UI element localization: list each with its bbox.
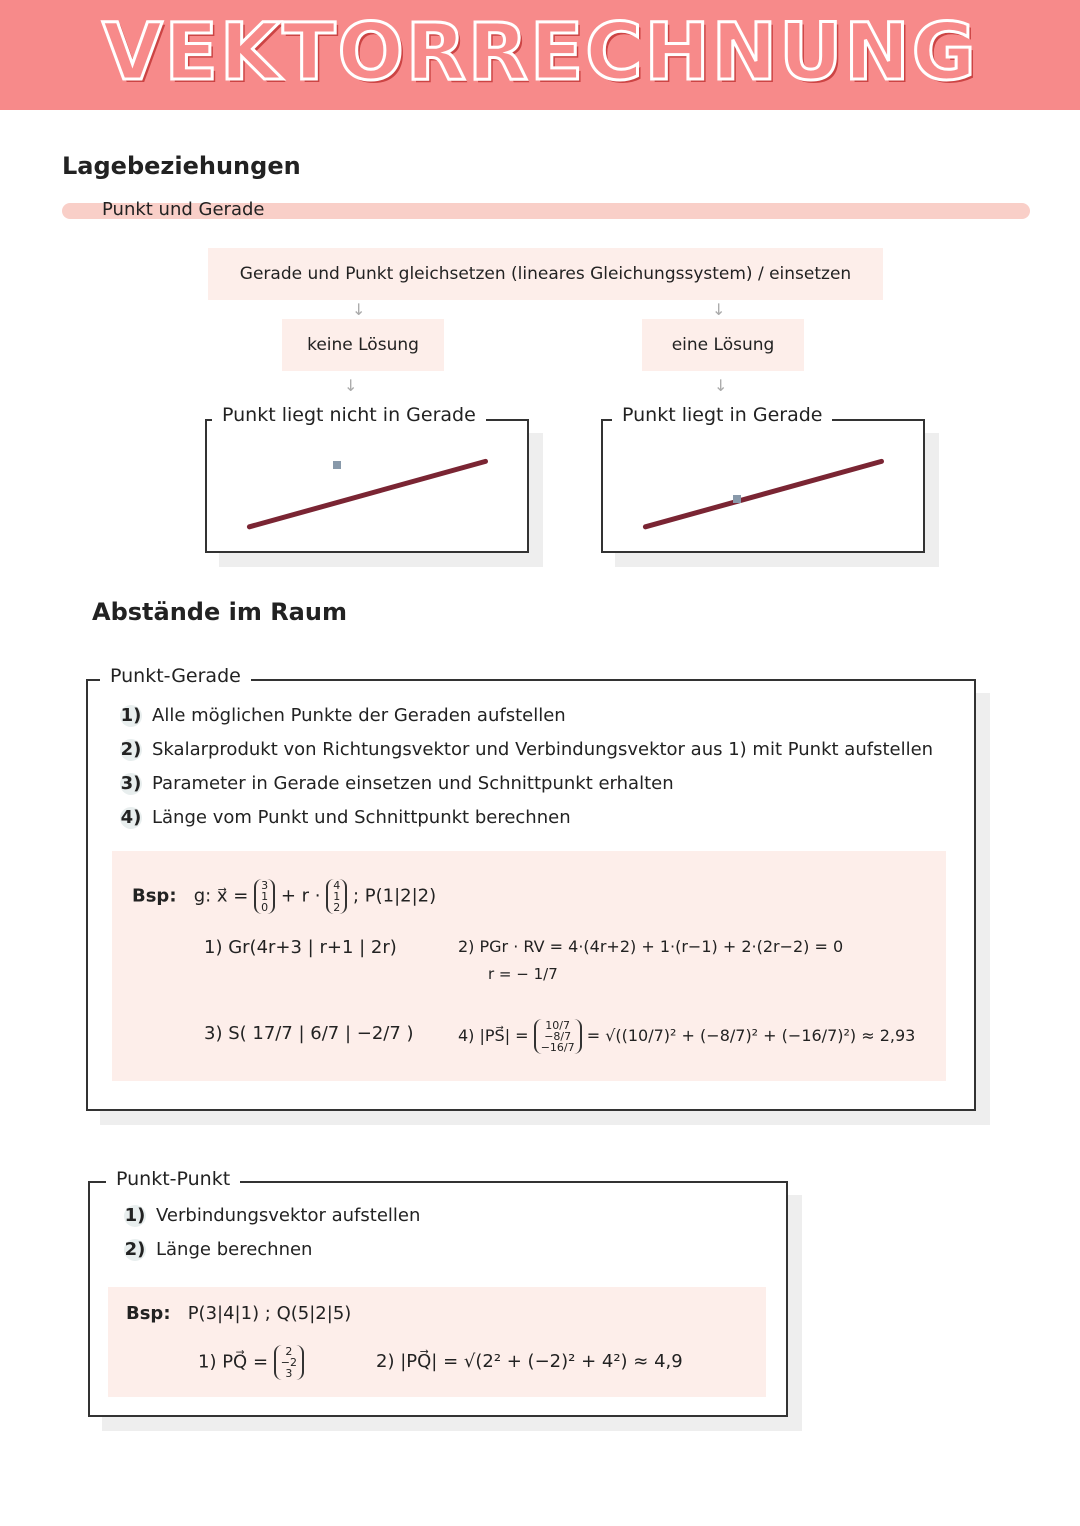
- example-step-3: 3) S( 17/7 | 6/7 | −2/7 ): [204, 1023, 414, 1044]
- result-one: eine Lösung: [642, 319, 804, 371]
- method-box: Gerade und Punkt gleichsetzen (lineares Gleichungssystem) / einsetzen: [208, 248, 883, 300]
- step: Alle möglichen Punkte der Geraden aufstellen: [152, 705, 566, 726]
- line-shape: [642, 458, 884, 530]
- example-step-1: 1) Gr(4r+3 | r+1 | 2r): [204, 937, 397, 958]
- example-equation: Bsp: g: x⃗ = 3 1 0 + r · 4 1 2 ; P(1|2|2): [132, 879, 437, 914]
- step: Länge berechnen: [156, 1239, 313, 1260]
- steps-list: 1) Alle möglichen Punkte der Geraden aufstellen 2) Skalarprodukt von Richtungsvektor und Verbindungsvektor aus 1) mit Punkt aufstellen 3) Parameter in Gerade einsetzen und Schnittpunkt erhalten 4) Länge vom Punkt und Schnittpunkt berechnen: [120, 705, 934, 828]
- point-marker: [733, 495, 741, 503]
- arrow-icon: ↓: [712, 300, 726, 319]
- subheading: Punkt und Gerade: [102, 199, 265, 220]
- step: Länge vom Punkt und Schnittpunkt berechnen: [152, 807, 571, 828]
- example-step-1: 1) PQ⃗ = 2 −2 3: [198, 1345, 304, 1380]
- box-label: Punkt-Gerade: [100, 665, 251, 687]
- diagram-not-on-line: [205, 419, 529, 553]
- section-heading-abstaende: Abstände im Raum: [92, 598, 347, 626]
- result-none: keine Lösung: [282, 319, 444, 371]
- punkt-gerade-box: [86, 679, 976, 1111]
- point-marker: [333, 461, 341, 469]
- box-label: Punkt liegt in Gerade: [612, 404, 832, 426]
- example-step-4: 4) |PS⃗| = 10/7 −8/7 −16/7 = √((10/7)² + (−8/7)² + (−16/7)²) ≈ 2,93: [458, 1019, 916, 1054]
- section-heading-lagebeziehungen: Lagebeziehungen: [62, 152, 301, 180]
- punkt-punkt-box: [88, 1181, 788, 1417]
- box-label: Punkt liegt nicht in Gerade: [212, 404, 486, 426]
- steps-list: 1) Verbindungsvektor aufstellen 2) Länge berechnen: [124, 1205, 421, 1260]
- example-step-2: 2) PGr · RV = 4·(4r+2) + 1·(r−1) + 2·(2r−2) = 0: [458, 937, 844, 956]
- step: Verbindungsvektor aufstellen: [156, 1205, 421, 1226]
- arrow-icon: ↓: [352, 300, 366, 319]
- example-step-2: 2) |PQ⃗| = √(2² + (−2)² + 4²) ≈ 4,9: [376, 1351, 683, 1372]
- example-panel: [112, 851, 946, 1081]
- diagram-on-line: [601, 419, 925, 553]
- arrow-icon: ↓: [714, 376, 728, 395]
- step: Parameter in Gerade einsetzen und Schnittpunkt erhalten: [152, 773, 674, 794]
- page-title: VEKTORRECHNUNG: [102, 8, 978, 98]
- line-shape: [246, 458, 488, 530]
- step: Skalarprodukt von Richtungsvektor und Verbindungsvektor aus 1) mit Punkt aufstellen: [152, 739, 934, 760]
- example-step-2-result: r = − 1/7: [488, 965, 558, 983]
- arrow-icon: ↓: [344, 376, 358, 395]
- box-label: Punkt-Punkt: [106, 1168, 240, 1190]
- example-panel: [108, 1287, 766, 1397]
- example-points: Bsp: P(3|4|1) ; Q(5|2|5): [126, 1303, 352, 1324]
